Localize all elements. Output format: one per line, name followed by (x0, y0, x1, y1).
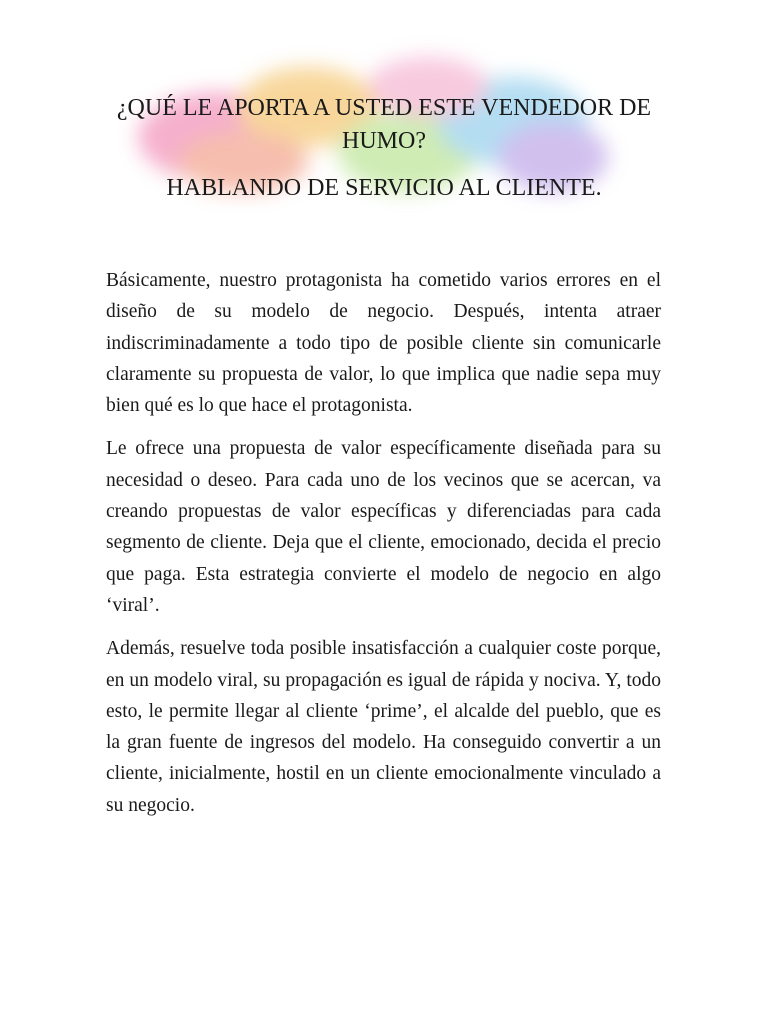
paragraph-1: Básicamente, nuestro protagonista ha cometido varios errores en el diseño de su modelo de negocio. Después, intenta atraer indiscriminadamente a todo tipo de posible cliente sin comunicarle claramente su propuesta de valor, lo que implica que nadie sepa muy bien qué es lo que hace el protagonista. (106, 270, 661, 417)
paragraph-2: Le ofrece una propuesta de valor específicamente diseñada para su necesidad o deseo. Para cada uno de los vecinos que se acercan, va creando propuestas de valor específicas y diferenciadas para cada segmento de cliente. Deja que el cliente, emocionado, decida el precio que paga. Esta estrategia convierte el modelo de negocio en algo ‘viral’. (106, 438, 661, 616)
paragraph-3: Además, resuelve toda posible insatisfacción a cualquier coste porque, en un modelo viral, su propagación es igual de rápida y nociva. Y, todo esto, le permite llegar al cliente ‘prime’, el alcalde del pueblo, que es la gran fuente de ingresos del modelo. Ha conseguido convertir a un cliente, inicialmente, hostil en un cliente emocionalmente vinculado a su negocio. (106, 638, 661, 816)
body-text (106, 265, 661, 833)
page-title: ¿QUÉ LE APORTA A USTED ESTE VENDEDOR DE HUMO? (116, 95, 652, 154)
page-subtitle: HABLANDO DE SERVICIO AL CLIENTE. (166, 175, 602, 201)
